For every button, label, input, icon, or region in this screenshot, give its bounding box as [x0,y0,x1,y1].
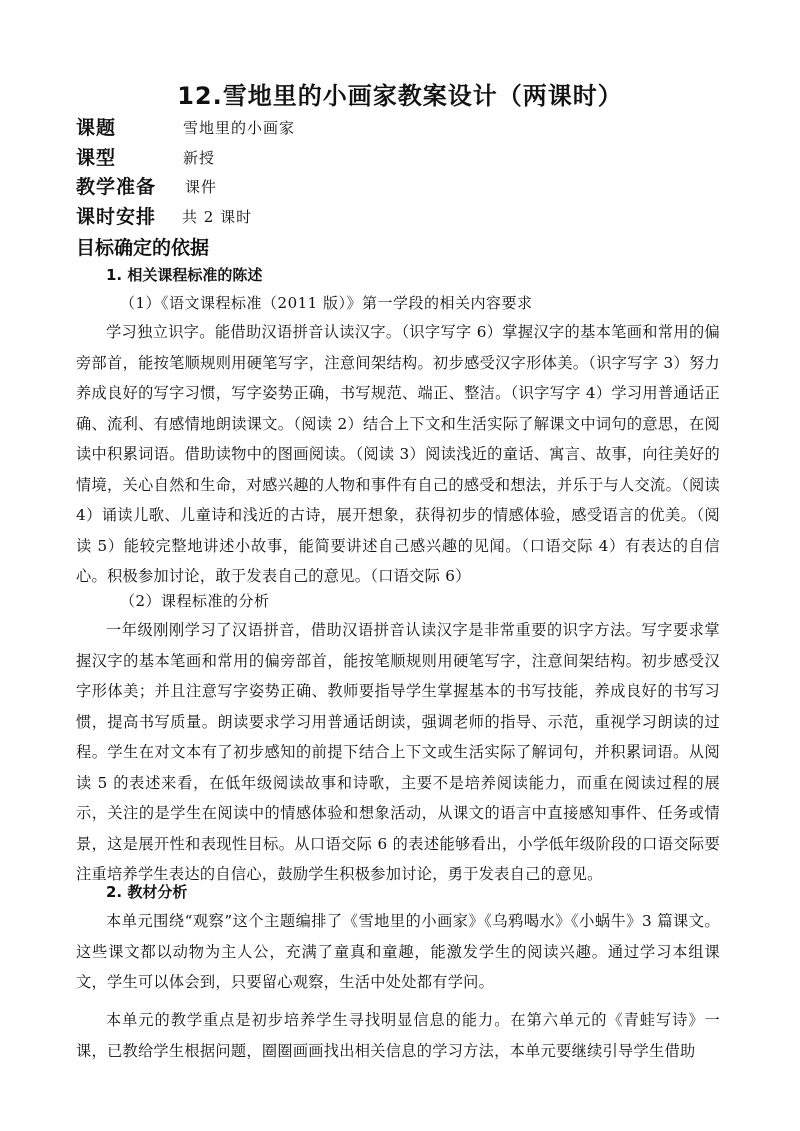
section-heading: 目标确定的依据 [76,237,210,259]
paragraph: 一年级刚刚学习了汉语拼音，借助汉语拼音认读汉字是非常重要的识字方法。写字要求掌握汉字的基本笔画和常用的偏旁部首，能按笔顺规则用硬笔写字，注意间架结构。初步感受汉字形体美；并且注意写字姿势正确、教师要指导学生掌握基本的书写技能，养成良好的书写习惯，提高书写质量。朗读要求学习用普通话朗读，强调老师的指导、示范，重视学习朗读的过程。学生在对文本有了初步感知的前提下结合上下文或生活实际了解词句，并积累词语。从阅读 5 的表述来看，在低年级阅读故事和诗歌，主要不是培养阅读能力，而重在阅读过程的展示，关注的是学生在阅读中的情感体验和想象活动，从课文的语言中直接感知事件、任务或情景，这是展开性和表现性目标。从口语交际 6 的表述能够看出，小学低年级阶段的口语交际要注重培养学生表达的自信心，鼓励学生积极参加讨论，勇于发表自己的意见。 [76,621,720,883]
meta-label: 教学准备 [76,176,157,198]
subsection-heading: 1. 相关课程标准的陈述 [106,266,263,284]
meta-value: 课件 [185,178,218,196]
meta-row-schedule [76,202,156,230]
meta-label: 课型 [76,147,117,169]
meta-value: 雪地里的小画家 [183,119,296,137]
paragraph: 学习独立识字。能借助汉语拼音认读汉字。（识字写字 6）掌握汉字的基本笔画和常用的偏旁部首，能按笔顺规则用硬笔写字，注意间架结构。初步感受汉字形体美。（识字写字 3）努力养成良好的写字习惯，写字姿势正确，书写规范、端正、整洁。（识字写字 4）学习用普通话正确、流利、有感情地朗读课文。（阅读 2）结合上下文和生活实际了解课文中词句的意思，在阅读中积累词语。借助读物中的图画阅读。（阅读 3）阅读浅近的童话、寓言、故事，向往美好的情境，关心自然和生命，对感兴趣的人物和事件有自己的感受和想法，并乐于与人交流。（阅读 4）诵读儿歌、儿童诗和浅近的古诗，展开想象，获得初步的情感体验，感受语言的优美。（阅读 5）能较完整地讲述小故事，能简要讲述自己感兴趣的见闻。（口语交际 4）有表达的自信心。积极参加讨论，敢于发表自己的意见。（口语交际 6） [76,323,720,585]
paragraph: 本单元的教学重点是初步培养学生寻找明显信息的能力。在第六单元的《青蛙写诗》一课，已教给学生根据问题，圈圈画画找出相关信息的学习方法，本单元要继续引导学生借助 [76,1011,720,1060]
meta-row-topic [76,113,116,141]
meta-row-prep [76,172,156,200]
paragraph: 本单元围绕“观察”这个主题编排了《雪地里的小画家》《乌鸦喝水》《小蜗牛》3 篇课文。这些课文都以动物为主人公，充满了童真和童趣，能激发学生的阅读兴趣。通过学习本组课文，学生可以体会到，只要留心观察，生活中处处都有学问。 [76,912,720,991]
document-title: 12.雪地里的小画家教案设计（两课时） [177,82,623,110]
meta-value: 共 2 课时 [182,208,253,226]
meta-value: 新授 [183,149,216,167]
subsection-item: （1）《语文课程标准（2011 版）》第一学段的相关内容要求 [120,294,533,312]
meta-row-type [76,143,116,171]
meta-label: 课时安排 [76,206,157,228]
subsection-item: （2）课程标准的分析 [120,592,270,610]
subsection-heading: 2. 教材分析 [106,883,188,901]
meta-label: 课题 [76,117,117,139]
